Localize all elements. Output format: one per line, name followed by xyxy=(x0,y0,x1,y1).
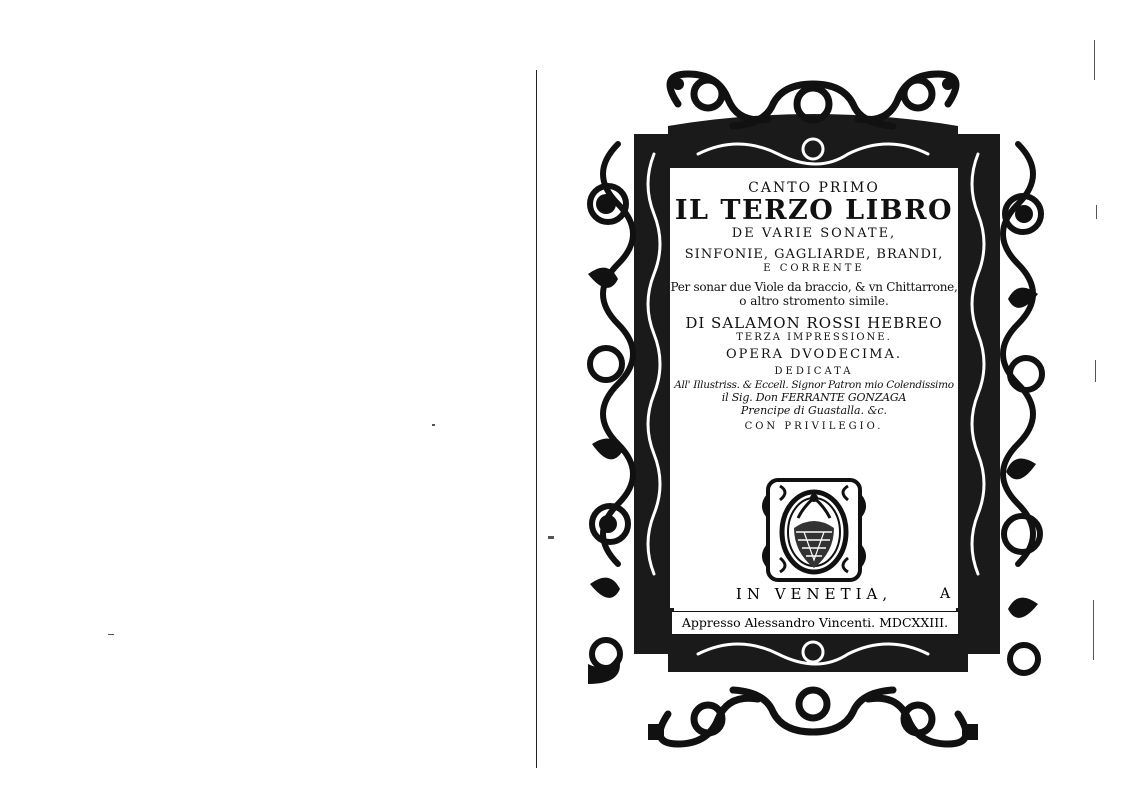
dedication-line-3: Prencipe di Guastalla. &c. xyxy=(740,404,888,417)
scan-speck xyxy=(1096,205,1097,219)
place-mark: A xyxy=(940,586,951,602)
privilege-line: CON PRIVILEGIO. xyxy=(744,421,884,432)
book-title: IL TERZO LIBRO xyxy=(674,195,954,226)
scan-speck xyxy=(1093,600,1094,660)
author-line: DI SALAMON ROSSI HEBREO xyxy=(685,314,943,332)
scan-speck xyxy=(108,634,114,635)
impression-line: TERZA IMPRESSIONE. xyxy=(736,332,892,343)
page-gutter-line xyxy=(536,70,537,768)
printer-emblem-icon xyxy=(760,476,868,584)
place-line: IN VENETIA, xyxy=(735,585,893,603)
instruments-line-2: o altro stromento simile. xyxy=(739,294,889,308)
scan-speck xyxy=(1094,40,1095,80)
instruments-line-1: Per sonar due Viole da braccio, & vn Chittarrone, xyxy=(670,280,958,294)
scan-speck xyxy=(1095,360,1096,382)
subtitle-line: DE VARIE SONATE, xyxy=(731,226,897,241)
opus-line: OPERA DVODECIMA. xyxy=(725,347,903,362)
scan-speck xyxy=(432,424,435,426)
dedication-label: DEDICATA xyxy=(774,366,854,377)
dedication-line-1: All' Illustriss. & Eccell. Signor Patron mio Colendissimo xyxy=(674,379,954,391)
scan-speck xyxy=(548,536,554,539)
canto-line: CANTO PRIMO xyxy=(748,180,880,196)
imprint-line: Appresso Alessandro Vincenti. MDCXXIII. xyxy=(672,611,958,635)
corrente-line: E CORRENTE xyxy=(763,263,865,274)
genres-line: SINFONIE, GAGLIARDE, BRANDI, xyxy=(684,247,944,262)
dedication-line-2: il Sig. Don FERRANTE GONZAGA xyxy=(721,391,907,404)
